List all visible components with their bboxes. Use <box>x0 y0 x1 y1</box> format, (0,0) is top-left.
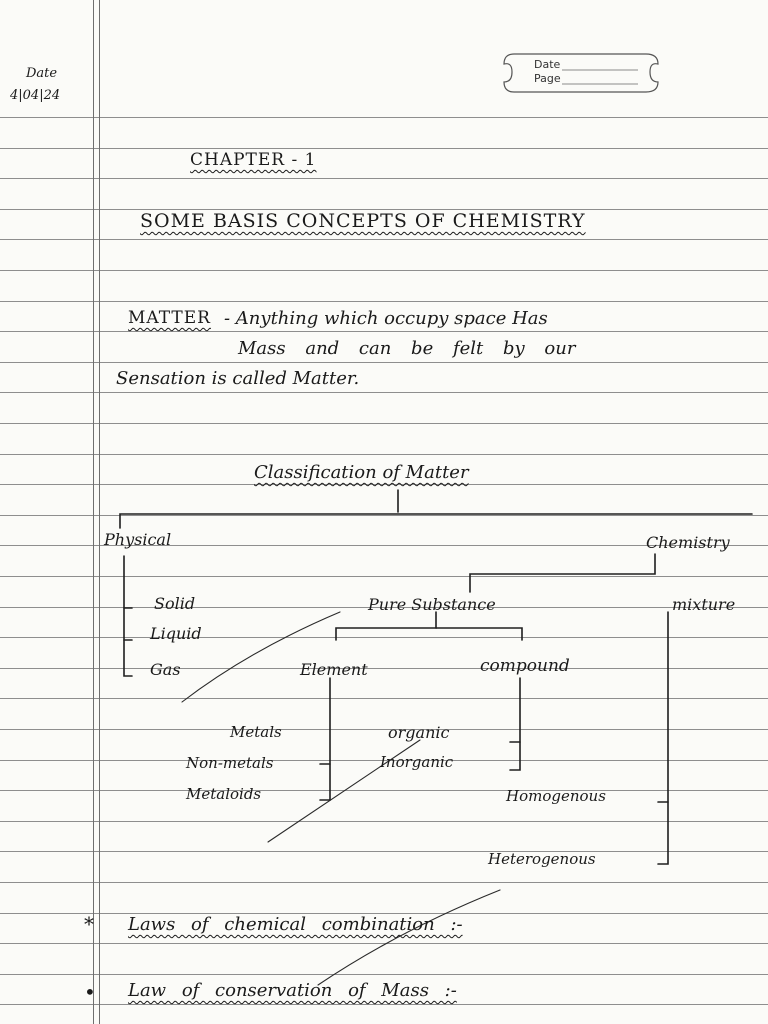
tree-organic: organic <box>388 723 450 742</box>
tree-non-metals: Non-metals <box>186 754 274 772</box>
tree-gas: Gas <box>150 660 181 679</box>
classification-heading: Classification of Matter <box>254 462 469 483</box>
tree-solid: Solid <box>154 594 196 613</box>
tree-metalloids: Metaloids <box>186 785 262 803</box>
law-conservation-of-mass: Law of conservation of Mass :- <box>128 980 457 1001</box>
chapter-heading: CHAPTER - 1 <box>190 150 317 170</box>
definition-term: MATTER <box>128 308 211 328</box>
laws-heading: Laws of chemical combination :- <box>128 914 463 935</box>
tree-liquid: Liquid <box>150 624 202 643</box>
page-title: SOME BASIS CONCEPTS OF CHEMISTRY <box>140 210 586 232</box>
tree-inorganic: Inorganic <box>380 753 454 771</box>
margin-date-label: Date <box>26 66 58 81</box>
tree-metals: Metals <box>230 723 282 741</box>
tree-compound: compound <box>480 656 570 676</box>
margin-date-value: 4|04|24 <box>10 88 61 103</box>
tree-heterogenous: Heterogenous <box>488 850 596 868</box>
laws-star-bullet: * <box>84 912 94 936</box>
definition-line-3: Sensation is called Matter. <box>116 368 360 389</box>
tree-element: Element <box>300 660 368 679</box>
tree-pure-substance: Pure Substance <box>368 595 496 614</box>
laws-dot-bullet: • <box>84 980 96 1004</box>
definition-line-2: Mass and can be felt by our <box>238 338 576 359</box>
tree-physical: Physical <box>104 530 172 549</box>
definition-line-1: - Anything which occupy space Has <box>224 308 548 329</box>
tree-chemistry: Chemistry <box>646 533 730 552</box>
stamp-page-label: Page <box>534 72 561 85</box>
tree-homogenous: Homogenous <box>506 787 606 805</box>
tree-mixture: mixture <box>672 595 736 614</box>
stamp-date-label: Date <box>534 58 561 71</box>
